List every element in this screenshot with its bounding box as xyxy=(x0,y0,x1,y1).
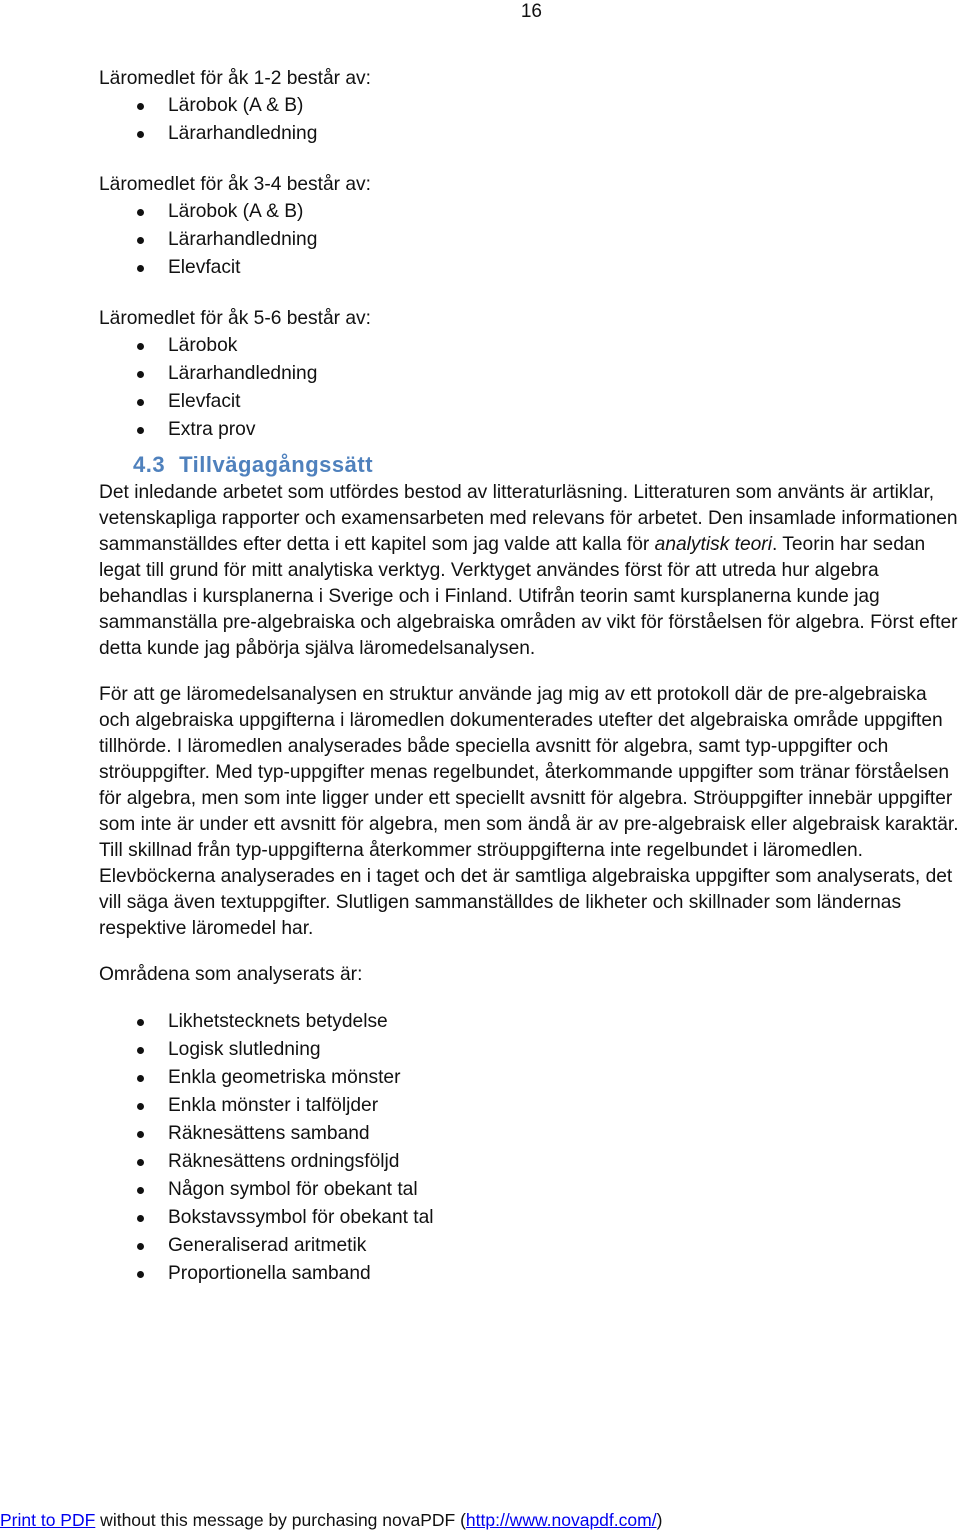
list-item: Lärarhandledning xyxy=(168,226,960,254)
list-item: Räknesättens samband xyxy=(168,1120,960,1148)
section-heading xyxy=(133,450,960,480)
print-to-pdf-link[interactable]: Print to PDF xyxy=(0,1510,96,1530)
list-item: Enkla geometriska mönster xyxy=(168,1064,960,1092)
list-item: Proportionella samband xyxy=(168,1260,960,1288)
paragraph-analysis: För att ge läromedelsanalysen en struktur använde jag mig av ett protokoll där de pre-algebraiska och algebraiska uppgifterna i läromedlen dokumenterades utefter det algebraiska område uppgiften tillhörde. I läromedlen analyserades både speciella avsnitt för algebra, samt typ-uppgifter och ströuppgifter. Med typ-uppgifter menas regelbundet, återkommande uppgifter som tränar förståelsen för algebra, men som inte ligger under ett speciellt avsnitt för algebra. Ströuppgifter innebär uppgifter som inte är under ett avsnitt för algebra, men som ändå är av pre-algebraisk eller algebraisk karaktär. Till skillnad från typ-uppgifterna återkommer ströuppgifterna inte regelbundet i läromedlen. Elevböckerna analyserades en i taget och det är samtliga algebraiska uppgifter som analyserats, det vill säga även textuppgifter. Slutligen sammanställdes de likheter och skillnader som ländernas respektive läromedel har. xyxy=(99,684,959,939)
list-item: Lärarhandledning xyxy=(168,360,960,388)
list-item: Logisk slutledning xyxy=(168,1036,960,1064)
page-number: 16 xyxy=(520,1,542,22)
bullet-list xyxy=(99,198,960,282)
section-number: 4.3 xyxy=(133,452,166,477)
bullet-list xyxy=(99,92,960,148)
section-title: Tillvägagångssätt xyxy=(179,452,374,477)
list-item: Extra prov xyxy=(168,416,960,444)
emphasis-term: analytisk teori xyxy=(654,534,772,555)
footer-text-end: ) xyxy=(656,1510,663,1530)
list-item: Någon symbol för obekant tal xyxy=(168,1176,960,1204)
list-item: Likhetstecknets betydelse xyxy=(168,1008,960,1036)
novapdf-url-link[interactable]: http://www.novapdf.com/ xyxy=(465,1510,657,1530)
group-intro: Läromedlet för åk 5-6 består av: xyxy=(99,308,371,329)
footer-text: without this message by purchasing novaPDF ( xyxy=(95,1510,466,1530)
list-item: Elevfacit xyxy=(168,388,960,416)
paragraph-text: . Teorin har sedan legat till grund för mitt analytiska verktyg. Verktyget användes först för att utreda hur algebra behandlas i kursplanerna i Sverige och i Finland. Utifrån teorin samt kursplanerna kunde jag sammanställa pre-algebraiska och algebraiska områden av vikt för förståelsen för algebra. Först efter detta kunde jag påbörja själva läromedelsanalysen. xyxy=(99,534,958,659)
list-item: Lärobok xyxy=(168,332,960,360)
list-item: Lärarhandledning xyxy=(168,120,960,148)
footer-watermark xyxy=(0,1508,960,1532)
list-item: Bokstavssymbol för obekant tal xyxy=(168,1204,960,1232)
list-item: Räknesättens ordningsföljd xyxy=(168,1148,960,1176)
list-item: Lärobok (A & B) xyxy=(168,198,960,226)
bullet-list xyxy=(99,332,960,444)
list-item: Elevfacit xyxy=(168,254,960,282)
paragraph-method xyxy=(99,480,960,662)
material-group-2 xyxy=(99,172,960,282)
document-body xyxy=(99,66,960,1288)
list-item: Generaliserad aritmetik xyxy=(168,1232,960,1260)
material-group-1 xyxy=(99,66,960,148)
material-group-3 xyxy=(99,306,960,444)
list-item: Enkla mönster i talföljder xyxy=(168,1092,960,1120)
areas-intro: Områdena som analyserats är: xyxy=(99,964,363,985)
list-item: Lärobok (A & B) xyxy=(168,92,960,120)
paragraph-text: Det inledande arbetet som utfördes bestod av litteraturläsning. Litteraturen som använts är artiklar, vetenskapliga rapporter och examensarbeten med relevans för arbetet. Den insamlade informationen sammanställdes efter detta i ett kapitel som jag valde att kalla för xyxy=(99,482,958,555)
areas-list xyxy=(99,1008,960,1288)
group-intro: Läromedlet för åk 1-2 består av: xyxy=(99,68,371,89)
group-intro: Läromedlet för åk 3-4 består av: xyxy=(99,174,371,195)
